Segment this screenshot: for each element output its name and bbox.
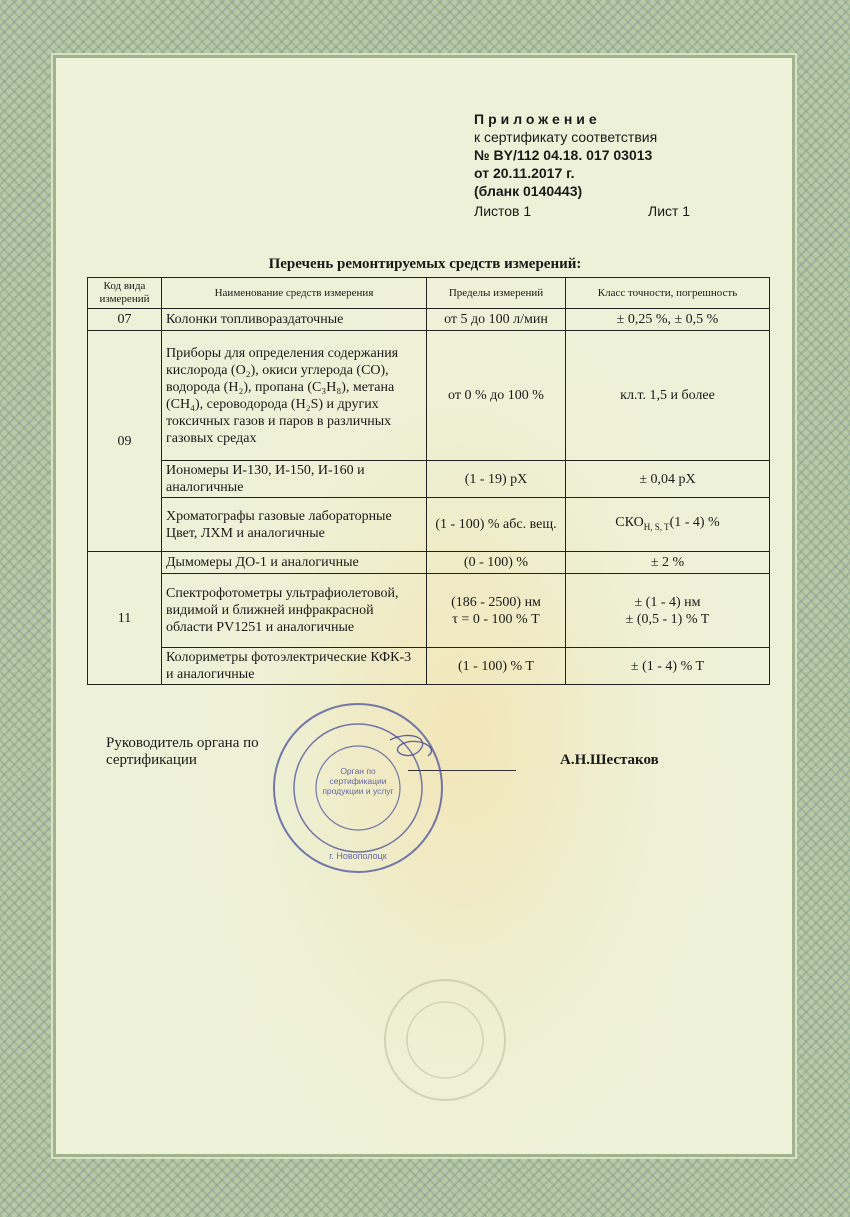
appendix-title: Приложение — [474, 111, 601, 127]
cell-accuracy: ± 0,25 %, ± 0,5 % — [566, 309, 770, 331]
stamp-bottom-text: г. Новополоцк — [329, 851, 387, 861]
cell-accuracy: ± 0,04 pX — [566, 461, 770, 498]
table-row — [88, 309, 770, 331]
certificate-number: № BY/112 04.18. 017 03013 — [474, 147, 653, 163]
cell-name: Колориметры фотоэлектрические КФК-3 и аналогичные — [162, 648, 427, 685]
cell-accuracy — [566, 498, 770, 552]
range-line-2: τ = 0 - 100 % T — [452, 611, 540, 627]
accuracy-line-1: ± (1 - 4) нм — [634, 594, 701, 610]
cell-code: 07 — [88, 309, 162, 331]
cell-name: Иономеры И-130, И-150, И-160 и аналогичные — [162, 461, 427, 498]
cell-range: от 5 до 100 л/мин — [427, 309, 566, 331]
cell-name: Хроматографы газовые лабораторные Цвет, ЛХМ и аналогичные — [162, 498, 427, 552]
accuracy-line-2: ± (0,5 - 1) % T — [625, 611, 710, 627]
sko-label: СКО — [615, 514, 644, 530]
appendix-subtitle: к сертификату соответствия — [474, 129, 658, 145]
cell-accuracy: ± 2 % — [566, 552, 770, 574]
signatory-title-line1: Руководитель органа по — [106, 735, 259, 751]
certificate-date: от 20.11.2017 г. — [474, 165, 575, 181]
header-accuracy: Класс точности, погрешность — [566, 278, 770, 309]
cell-range: (1 - 100) % T — [427, 648, 566, 685]
table-row — [88, 461, 770, 498]
signatory-name: А.Н.Шестаков — [560, 752, 659, 768]
cell-name: Колонки топливораздаточные — [162, 309, 427, 331]
table-row — [88, 648, 770, 685]
cell-name: Спектрофотометры ультрафиолетовой, видимой и ближней инфракрасной области PV1251 и аналогичные — [162, 574, 427, 648]
cell-accuracy — [566, 574, 770, 648]
list-title: Перечень ремонтируемых средств измерений: — [268, 256, 582, 272]
sheet-number: Лист 1 — [648, 203, 691, 219]
cell-range: (1 - 19) pX — [427, 461, 566, 498]
sheets-count: Листов 1 — [474, 203, 532, 219]
cell-accuracy: кл.т. 1,5 и более — [566, 331, 770, 461]
table-row — [88, 574, 770, 648]
cell-range: (0 - 100) % — [427, 552, 566, 574]
cell-code: 11 — [88, 552, 162, 685]
header-code: Код вида измерений — [88, 278, 162, 309]
signatory-title-line2: сертификации — [106, 752, 197, 768]
table-header-row — [88, 278, 770, 309]
header-name: Наименование средств измерения — [162, 278, 427, 309]
cell-accuracy: ± (1 - 4) % T — [566, 648, 770, 685]
sko-value: (1 - 4) % — [669, 514, 720, 530]
instruments-table — [87, 277, 770, 685]
header-range: Пределы измерений — [427, 278, 566, 309]
round-seal-stamp — [270, 700, 446, 876]
faded-background-seal — [380, 975, 510, 1105]
table-row — [88, 552, 770, 574]
cell-range: (1 - 100) % абс. вещ. — [427, 498, 566, 552]
table-row — [88, 331, 770, 461]
cell-range: от 0 % до 100 % — [427, 331, 566, 461]
cell-name: Приборы для определения содержания кислорода (O₂), окиси углерода (CO), водорода (H₂), пропана (C₃H₈), метана (CH₄), сероводорода (H₂S) и других токсичных газов и паров в различных газовых средах — [162, 331, 427, 461]
blank-number: (бланк 0140443) — [474, 183, 583, 199]
cell-code: 09 — [88, 331, 162, 552]
cell-name: Дымомеры ДО-1 и аналогичные — [162, 552, 427, 574]
stamp-center-text: Орган по сертификации продукции и услуг — [322, 766, 394, 796]
sko-subscript: H, S, T — [643, 521, 670, 532]
range-line-1: (186 - 2500) нм — [451, 594, 541, 610]
cell-range — [427, 574, 566, 648]
table-row — [88, 498, 770, 552]
